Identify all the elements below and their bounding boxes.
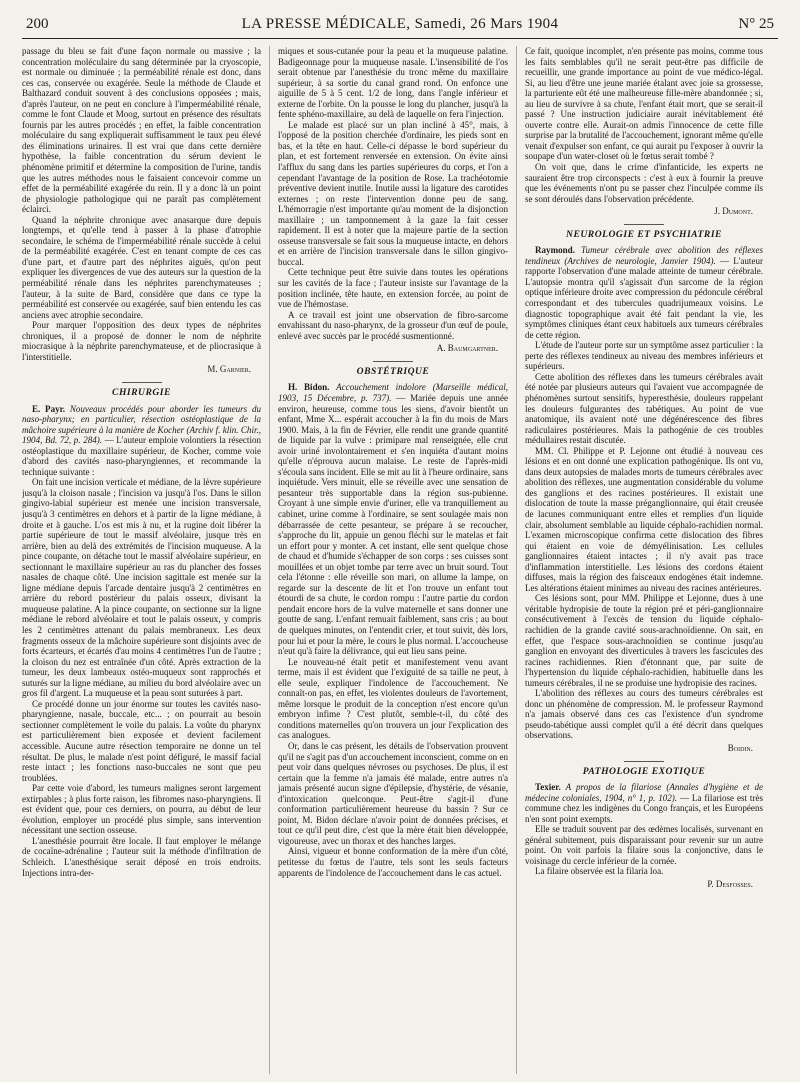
paragraph: — La filariose est très commune chez les indigènes du Congo français, et les Européens n'en sont point exempts. [525, 792, 763, 824]
paragraph: L'anesthésie pourrait être locale. Il faut employer le mélange de cocaïne-adrénaline ; l'auteur suit la méthode d'infiltration de Schleich. L'anesthésique serait déposé en trois endroits. Injections intra-der- [22, 835, 261, 878]
paragraph: Cette technique peut être suivie dans toutes les opérations sur les cavités de la face ; l'auteur insiste sur l'avantage de la position inclinée, tête haute, en extension forcée, au point de vue de l'hémostase. [278, 267, 508, 310]
article-reference: (Archiv f. klin. Chir., 1904, Bd. 72, p. 284). [22, 424, 261, 446]
article-lead [525, 782, 763, 824]
paragraph: Ces lésions sont, pour MM. Philippe et Lejonne, dues à une véritable hydropisie de toute la région pré et péri-ganglionnaire consécutivement à l'excès de tension du liquide céphalo-rachidien de la grande cavité sous-arachnoïdienne. On sait, en effet, que l'espace sous-arachnoïdien se continue jusqu'au ganglion en envoyant des diverticules à travers les fascicules des racines rachidiennes. Rien d'étonnant que, par suite de l'hypertension du liquide céphalo-rachidien, habituelle dans les tumeurs cérébrales, il ne se produise une hydropisie des racines. [525, 593, 763, 688]
paragraph: miques et sous-cutanée pour la peau et la muqueuse palatine. Badigeonnage pour la muqueuse nasale. L'insensibilité de l'os serait obtenue par l'anesthésie du tronc même du maxillaire supérieur, à sa sortie du canal grand rond. On enfonce une aiguille de 5 à 5 cent. 1/2 de long, dans l'angle inférieur et externe de l'orbite. On la pousse le long du plancher, jusqu'à la fente sphéno-maxillaire, au delà de laquelle on fera l'injection. [278, 46, 508, 120]
article-lead [22, 404, 261, 478]
article-author: Raymond. [535, 245, 575, 256]
paragraph: Par cette voie d'abord, les tumeurs malignes seront largement extirpables ; à plus forte raison, les fibromes naso-pharyngiens. Il est évident que, pour ces derniers, on pourra, au début de leur évolution, employer un procédé plus simple, sans intervention nécessitant une section osseuse. [22, 783, 261, 836]
paragraph: On voit que, dans le crime d'infanticide, les experts ne sauraient être trop circonspects : c'est à eux à fournir la preuve que les événements n'ont pu se passer chez l'inculpée comme ils se sont déroulés dans l'observation précédente. [525, 162, 763, 204]
article-lead [525, 245, 763, 340]
paragraph: Pour marquer l'opposition des deux types de néphrites chroniques, il a proposé de donner le nom de néphrite miocrasique à la néphrite parenchymateuse, et de pliocrasique à l'interstitielle. [22, 320, 261, 362]
article-title: Nouveaux procédés pour aborder les tumeurs du naso-pharynx; en particulier, résection ostéoplastique de la mâchoire supérieure à la manière de Kocher [22, 403, 262, 435]
paragraph: L'abolition des réflexes au cours des tumeurs cérébrales est donc un phénomène de compression. M. le professeur Raymond n'a jamais observé dans ces cas l'existence d'un syndrome pseudo-tabétique aussi complet qu'il a été décrit dans quelques observations. [525, 688, 763, 741]
article-title: Tumeur cérébrale avec abolition des réflexes tendineux [525, 245, 763, 266]
article-reference: (Marseille médical, 1903, 15 Décembre, p. 737). [278, 382, 508, 403]
article-author: E. Payr. [32, 403, 66, 414]
paragraph: On fait une incision verticale et médiane, de la lèvre supérieure jusqu'à la cloison nasale ; l'incision va jusqu'à l'os. Dans le sillon gingivo-labial supérieur est menée une incision transversale, jusqu'à 3 centimètres en dehors et à partir de la ligne médiane, à droite et à gauche. L'os est mis à nu, et la rugine doit libérer la partie supérieure de tout le massif alvéolaire, jusque très en arrière, bien au delà des extrémités de l'incision muqueuse. A la pince coupante, on détache tout le massif alvéolaire supérieur, en sectionnant le maxillaire supérieur au ras du plancher des fosses nasales de chaque côté. Une incision sagittale est menée sur la ligne médiane depuis l'arcade dentaire jusqu'à 2 centimètres en arrière du rebord postérieur du palais osseux, divisant la muqueuse palatine. A la pince coupante, on sectionne sur la ligne médiane le rebord alvéolaire et tout le palais osseux, y compris les 2 centimètres attenant du palais membraneux. Les deux fragments osseux de la mâchoire supérieure sont disjoints avec de forts écarteurs, et écartés d'au moins 4 centimètres l'un de l'autre ; la cloison du nez est entraînée d'un côté. Après extraction de la tumeur, les deux lambeaux ostéo-muqueux sont rapprochés et suturés sur la ligne médiane, au milieu du bord alvéolaire avec un gros fil d'argent. La muqueuse et la peau sont suturées à part. [22, 477, 261, 699]
column-right [516, 46, 763, 1074]
article-title: A propos de la filariose [565, 782, 662, 793]
issue-number: N° 25 [738, 16, 774, 32]
article-author: Texier. [535, 782, 561, 793]
paragraph: L'étude de l'auteur porte sur un symptôme assez particulier : la perte des réflexes tendineux au niveau des membres inférieurs et supérieurs. [525, 340, 763, 372]
paragraph: — Mariée depuis une année environ, heureuse, comme tous les siens, d'avoir bientôt un enfant, Mme X... espérait accoucher à la fin du mois de Mars 1900. Mais, à la fin de Février, elle rendit une grande quantité de liquide par la vulve : primipare mal renseignée, elle crut avoir uriné involontairement et s'en inquiéta d'autant moins qu'elle n'éprouva aucun malaise. Le reste de l'après-midi s'écoula sans incident. Elle se mit au lit à l'heure ordinaire, sans inquiétude. Vers minuit, elle se réveille avec une sensation de pesanteur très supportable dans la région sus-pubienne. Croyant à une simple envie d'uriner, elle va tranquillement au cabinet, urine comme à l'ordinaire, se sent soulagée mais non débarrassée de cette pesanteur, se prépare à se recoucher, s'approche du lit, appuie un genou fléchi sur le matelas et fait un effort pour y monter. A cet instant, elle sent quelque chose de chaud et d'humide s'échapper de son corps : ses cuisses sont mouillées et un objet tombe par terre avec un bruit sourd. Tout cela l'étonne : elle réveille son mari, on allume la lampe, on regarde sur la descente de lit et l'on trouve un enfant tout étourdi de sa chute, le cordon rompu : l'autre partie du cordon pendait encore hors de la vulve maternelle et sans donner une goutte de sang. L'enfant remuait faiblement, sans cris ; au bout de quelques minutes, on l'entendit crier, et tout suivit, dès lors, pour lui et pour la mère, le cours le plus normal. L'accoucheuse n'eut qu'à faire la délivrance, qui eut lieu sans peine. [278, 392, 508, 657]
paragraph: passage du bleu se fait d'une façon normale ou massive ; la concentration moléculaire du sang déterminée par la cryoscopie, est normale ou diminuée ; la perméabilité rénale est donc, dans ces cas, conservée ou exagérée. Seule la méthode de Claude et Balthazard conduit souvent à des conclusions opposées ; mais, d'après l'auteur, on ne peut en conclure à l'imperméabilité rénale, comme le font Claude et Moog, surtout en présence des résultats fournis par les autres procédés ; en effet, la faible concentration moléculaire du sang expliquerait suffisamment le taux peu élevé des éliminations urinaires. Il est vrai que dans cette dernière hypothèse, la faible concentration du sérum devient le phénomène primitif et détermine la composition de l'urine, tandis que les autres méthodes nous le faisaient concevoir comme un effet de la perméabilité exagérée du rein. Il y a donc là un point de physiologie pathologique qui ne paraît pas complètement éclairci. [22, 46, 261, 215]
section-heading-pathologie-exotique: PATHOLOGIE EXOTIQUE [525, 761, 763, 778]
author-signature: Boidin. [727, 743, 753, 753]
text-columns [22, 46, 778, 1074]
paragraph: Le nouveau-né était petit et manifestement venu avant terme, mais il est évident que l'exiguité de sa taille ne peut, à elle seule, expliquer l'indolence de l'accouchement. Ne connaît-on pas, en effet, les violentes douleurs de l'avortement, même lorsque le produit de la conception n'est encore qu'un embryon infime ? C'est plutôt, semble-t-il, du côté des conditions maternelles qu'on trouvera un jour l'explication des cas analogues. [278, 656, 508, 741]
paragraph: Le malade est placé sur un plan incliné à 45°, mais, à l'opposé de la position cherchée d'ordinaire, les pieds sont en bas, et la tête en haut. Celle-ci dépasse le bord supérieur du plan, et est fortement renversée en extension. On évite ainsi l'afflux du sang dans les parties supérieures du corps, et l'on a cependant l'avantage de la position de Rose. La trachéotomie préventive devient inutile. Inutile aussi la ligature des carotides externes ; on reste l'intervention donne peu de sang. L'hémorragie n'est importante qu'au moment de la disjonction maxillaire ; un tamponnement à la gaze la fait cesser rapidement. Il est à noter que la majeure partie de la section osseuse transversale se fait sous la muqueuse intacte, en dehors et en arrière de l'incision transversale dans le sillon gingivo-buccal. [278, 119, 508, 267]
paragraph: A ce travail est joint une observation de fibro-sarcome envahissant du naso-pharynx, de la grosseur d'un œuf de poule, enlevé avec succès par le procédé susmentionné. [278, 309, 508, 341]
paragraph: Quand la néphrite chronique avec anasarque dure depuis longtemps, et qu'elle tend à passer à la phase d'atrophie secondaire, le schéma de l'imperméabilité rénale succède à celui de la perméabilité exagérée. C'est en tenant compte de ces cas d'une part, et d'autre part des néphrites aiguës, qu'on peut expliquer les divergences de vue des auteurs sur la question de la perméabilité rénale dans les néphrites parenchymateuses ; l'auteur, à la suite de Bard, considère que dans ce type la perméabilité est conservée ou exagérée, sauf bien entendu les cas anciens avec atrophie secondaire. [22, 214, 261, 320]
article-reference: (Archives de neurologie, Janvier 1904). [564, 255, 716, 266]
paragraph: La filaire observée est la filaria loa. [535, 866, 664, 877]
paragraph: — L'auteur rapporte l'observation d'une malade atteinte de tumeur cérébrale. L'autopsie montra qu'il s'agissait d'un sarcome de la région optique inférieure droite avec compression du pédoncule cérébral correspondant et des tubercules quadrijumeaux voisins. Le diagnostic topographique avait été fait pendant la vie, les symptômes cliniques étant ceux habituels aux tumeurs cérébrales de cette région. [525, 255, 763, 340]
paragraph: Or, dans le cas présent, les détails de l'observation prouvent qu'il ne s'agit pas d'un accouchement inconscient, comme on en peut voir dans quelques névroses ou psychoses. De plus, il est certain que la femme n'a jamais été malade, entre autres n'a jamais présenté aucun signe d'épilepsie, d'hystérie, de vésanie, d'intoxication quelconque. Peut-être s'agit-il d'une conformation particulièrement heureuse du bassin ? Sur ce point, M. Bidon déclare n'avoir point de données précises, et tout ce qu'il peut dire, c'est que la mère était bien développée, vigoureuse, avec un thorax et des hanches larges. [278, 741, 508, 846]
article-reference: (Annales d'hygiène et de médecine coloniales, 1904, n° 1, p. 102). [525, 782, 763, 803]
paragraph: Ce fait, quoique incomplet, n'en présente pas moins, comme tous les faits semblables qu'il ne serait peut-être pas difficile de recueillir, une grande importance au point de vue médico-légal. Si, au lieu d'être une jeune mariée étalant avec joie sa grossesse, la parturiente eût été une malheureuse fille-mère abandonnée ; si, au lieu de survivre à sa chute, l'enfant était mort, que se serait-il passé ? Une instruction judiciaire aurait inévitablement été ouverte contre elle. Aurait-on admis l'innocence de cette fille surprise par la brutalité de l'accouchement, ignorant même qu'elle venait d'expulser son enfant, ce qui aurait pu l'exposer à ouvrir la soupape d'un water-closet où le fœtus serait tombé ? [525, 46, 763, 162]
paragraph: Elle se traduit souvent par des œdèmes localisés, survenant en général subitement, puis disparaissant pour revenir sur un autre point. On voit parfois la filaire sous la conjonctive, dans le voisinage du cercle inférieur de la cornée. [525, 824, 763, 866]
page-header [22, 14, 778, 39]
section-heading-neurologie: NEUROLOGIE ET PSYCHIATRIE [525, 224, 763, 241]
article-lead [278, 382, 508, 656]
author-signature: A. Baumgartner. [436, 343, 498, 354]
paragraph: Ce procédé donne un jour énorme sur toutes les cavités naso-pharyngienne, nasale, buccale, etc... ; on pourrait au besoin sectionner complètement le voile du palais. La voûte du pharynx est particulièrement bien exposée et devient facilement accessible. Aucune autre résection temporaire ne donne un tel résultat. De plus, le malade n'est point défiguré, le massif facial reste intact ; les fonctions naso-buccales ne sont que peu troublées. [22, 698, 261, 783]
author-signature: P. Desfosses. [707, 879, 753, 890]
section-heading-obstetrique: OBSTÉTRIQUE [278, 361, 508, 378]
paragraph: — L'auteur emploie volontiers la résection ostéoplastique du maxillaire supérieur, de Kocher, comme voie d'abord des cavités naso-pharyngiennes, et recommande la technique suivante : [22, 435, 262, 477]
column-middle [269, 46, 516, 1074]
author-signature: J. Dumont. [714, 206, 753, 217]
paragraph: Cette abolition des réflexes dans les tumeurs cérébrales avait été notée par plusieurs auteurs qui l'avaient vue accompagnée de phénomènes surtout sensitifs, hyperesthésie, douleurs rappelant les douleurs fulgurantes des tabétiques. Au point de vue anatomique, ils avaient noté une dégénérescence des fibres radiculaires postérieures. Mais la pathogénie de ces troubles médullaires restait discutée. [525, 371, 763, 446]
author-signature: M. Garnier. [207, 364, 251, 375]
article-title: Accouchement indolore [336, 382, 426, 393]
paragraph: Ainsi, vigueur et bonne conformation de la mère d'un côté, petitesse du fœtus de l'autre, tels sont les seuls facteurs apparents de l'indolence de l'accouchement dans le cas actuel. [278, 846, 508, 878]
column-left [22, 46, 269, 1074]
section-heading-chirurgie: CHIRURGIE [22, 382, 261, 399]
article-author: H. Bidon. [288, 382, 330, 393]
paragraph: MM. Cl. Philippe et P. Lejonne ont étudié à nouveau ces lésions et en ont donné une explication pathogénique. Ils ont vu, dans deux autopsies de malades morts de tumeurs cérébrales avec abolition des réflexes, une augmentation considérable du volume des ganglions et des racines postérieures. Il existait une dislocation de toute la masse préganglionnaire, qui était creusée de lacunes communiquant entre elles et remplies d'un liquide clair, absolument semblable au liquide céphalo-rachidien normal. L'examen microscopique confirma cette dislocation des fibres qui étaient en voie de démyélinisation. Les cellules ganglionnaires étaient intactes ; il n'y avait pas trace d'inflammation interstitielle. Les lésions des cordons étaient diffuses, mais la région des faisceaux endogènes était indemne. Les altérations étaient minimes au niveau des racines antérieures. [525, 445, 763, 593]
page-number: 200 [26, 16, 49, 32]
journal-title: LA PRESSE MÉDICALE, Samedi, 26 Mars 1904 [241, 16, 559, 32]
